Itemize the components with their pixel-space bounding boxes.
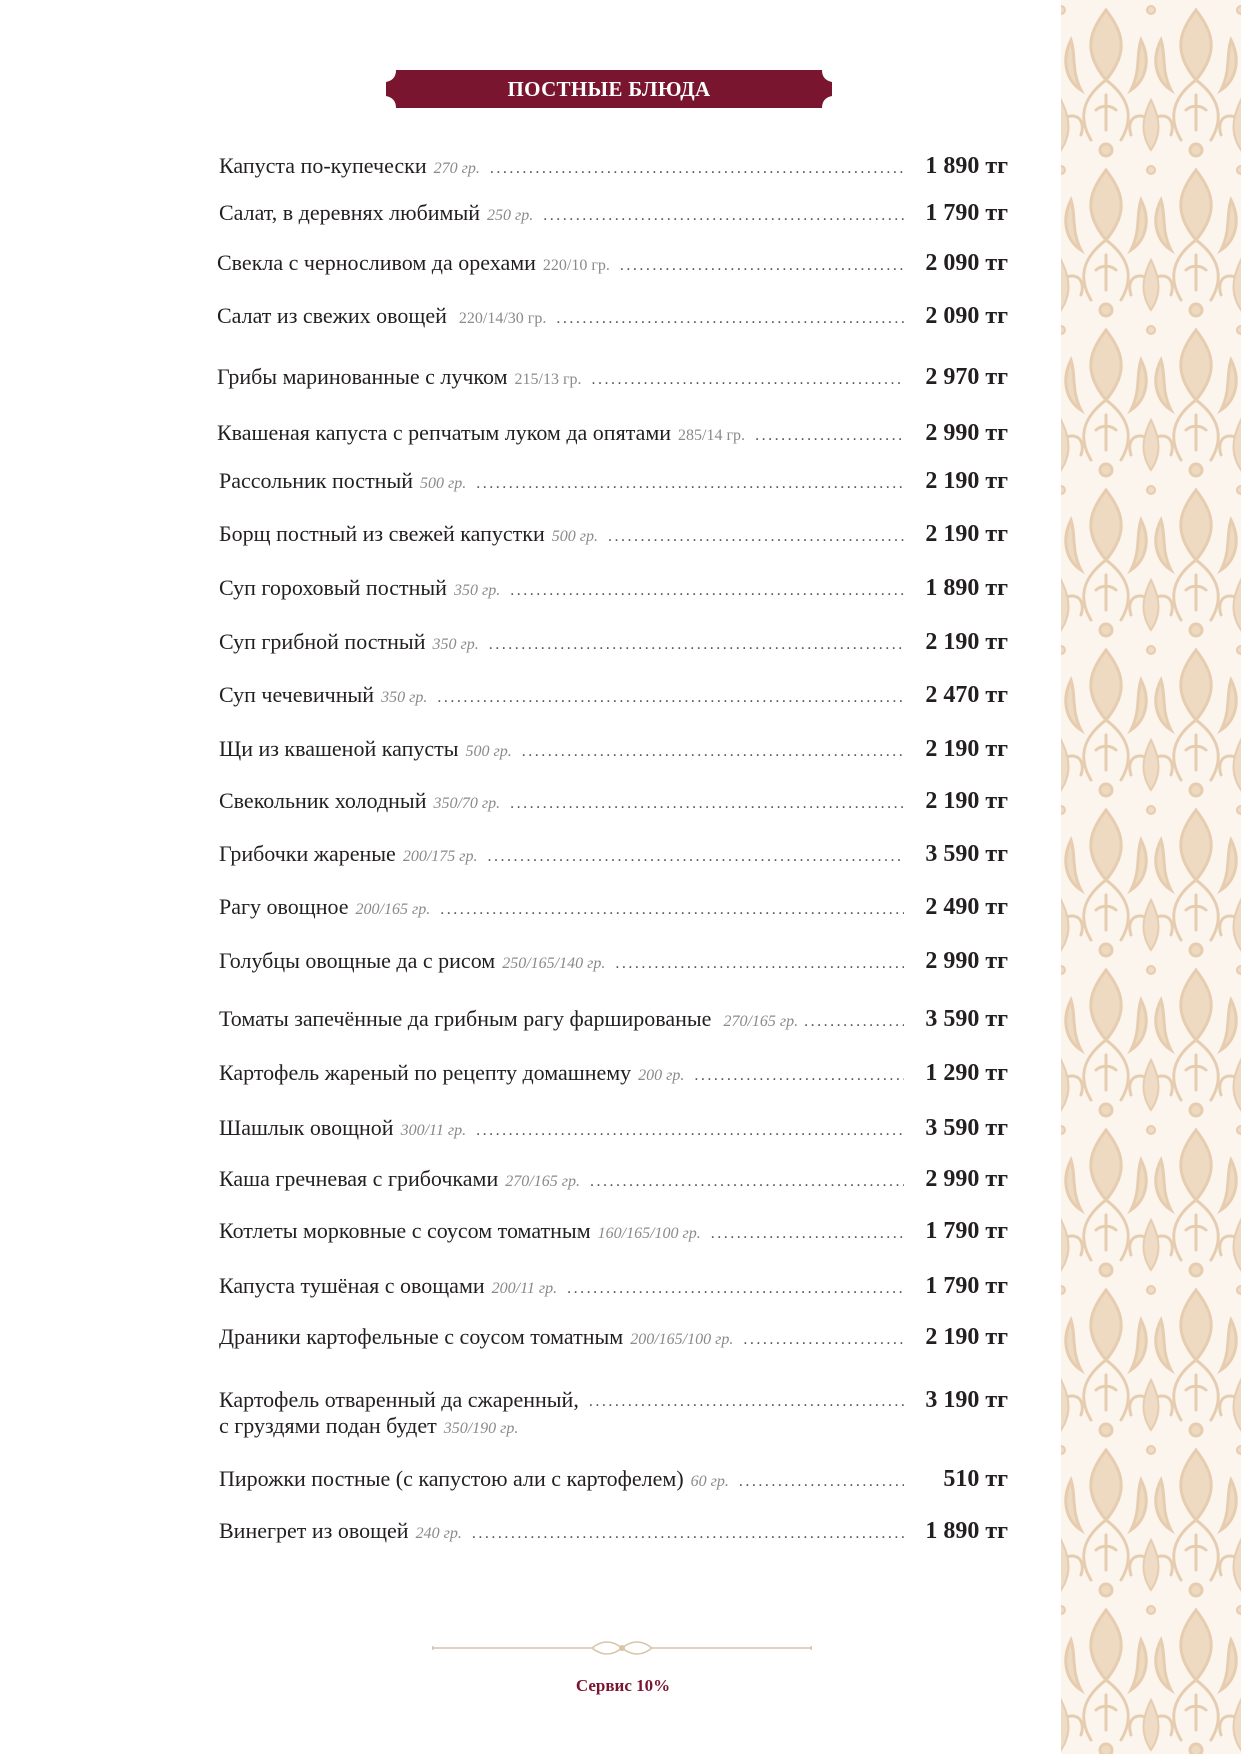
ornament-divider-icon xyxy=(432,1638,812,1658)
item-weight: 350 гр. xyxy=(453,582,501,599)
item-weight: 250/165/140 гр. xyxy=(502,955,606,972)
item-weight: 220/10 гр. xyxy=(542,257,610,274)
item-name: Рассольник постный xyxy=(219,468,414,493)
item-weight: 500 гр. xyxy=(551,528,598,545)
dot-leader xyxy=(590,1173,904,1191)
item-name: Шашлык овощной xyxy=(219,1115,394,1140)
menu-item xyxy=(219,200,1008,230)
menu-item-two-line xyxy=(219,1387,1008,1443)
item-name: Грибы маринованные с лучком xyxy=(217,364,508,389)
item-price: 2 990 тг xyxy=(925,420,1008,446)
item-weight: 200/175 гр. xyxy=(402,848,478,865)
item-name: Драники картофельные с соусом томатным xyxy=(219,1324,624,1349)
item-price: 1 790 тг xyxy=(925,1218,1008,1244)
dot-leader xyxy=(489,636,904,654)
item-price: 2 090 тг xyxy=(925,303,1008,329)
dot-leader xyxy=(615,955,904,973)
dot-leader xyxy=(490,160,904,178)
item-name: Винегрет из овощей xyxy=(219,1518,409,1543)
item-weight: 270/165 гр. xyxy=(505,1173,580,1190)
item-weight: 220/14/30 гр. xyxy=(458,310,547,327)
item-weight: 350/190 гр. xyxy=(443,1420,519,1437)
damask-pattern-icon xyxy=(1061,0,1241,1754)
dot-leader xyxy=(608,528,904,546)
item-name: Голубцы овощные да с рисом xyxy=(219,948,496,973)
menu-item xyxy=(217,250,1008,280)
item-weight: 350 гр. xyxy=(381,689,428,706)
menu-item xyxy=(219,153,1008,183)
dot-leader xyxy=(694,1067,904,1085)
dot-leader xyxy=(510,582,904,600)
item-price: 3 190 тг xyxy=(925,1387,1008,1413)
item-weight: 270/165 гр. xyxy=(723,1013,799,1030)
dot-leader xyxy=(589,1393,904,1411)
menu-item xyxy=(219,1006,1008,1036)
item-weight: 350/70 гр. xyxy=(433,795,501,812)
menu-item xyxy=(217,303,1008,333)
item-name-continued: с груздями подан будет xyxy=(219,1413,437,1438)
item-name: Суп гороховый постный xyxy=(219,575,447,600)
item-weight: 300/11 гр. xyxy=(400,1122,467,1139)
item-weight: 240 гр. xyxy=(415,1525,462,1542)
item-price: 2 190 тг xyxy=(925,629,1008,655)
dot-leader xyxy=(755,427,904,445)
menu-item xyxy=(219,1060,1008,1090)
menu-item xyxy=(219,575,1008,605)
menu-item xyxy=(219,1166,1008,1196)
item-weight: 215/13 гр. xyxy=(514,371,582,388)
item-name: Квашеная капуста с репчатым луком да опятами xyxy=(217,420,672,445)
menu-item xyxy=(219,841,1008,871)
item-weight: 250 гр. xyxy=(487,207,534,224)
item-price: 510 тг xyxy=(943,1466,1008,1492)
service-charge-note: Сервис 10% xyxy=(575,1676,671,1695)
item-price: 1 890 тг xyxy=(925,575,1008,601)
item-price: 2 190 тг xyxy=(925,788,1008,814)
item-name: Рагу овощное xyxy=(219,894,349,919)
dot-leader xyxy=(739,1473,904,1491)
item-weight: 200 гр. xyxy=(638,1067,685,1084)
item-price: 2 990 тг xyxy=(925,1166,1008,1192)
dot-leader xyxy=(476,1122,904,1140)
item-price: 2 470 тг xyxy=(925,682,1008,708)
item-name: Картофель отваренный да сжаренный, xyxy=(219,1387,579,1412)
item-name: Свекла с черносливом да орехами xyxy=(217,250,536,275)
menu-item xyxy=(219,629,1008,659)
dot-leader xyxy=(543,207,904,225)
item-name: Капуста тушёная с овощами xyxy=(219,1273,485,1298)
item-price: 1 790 тг xyxy=(925,200,1008,226)
item-weight: 500 гр. xyxy=(465,743,512,760)
item-price: 1 890 тг xyxy=(925,1518,1008,1544)
item-price: 2 190 тг xyxy=(925,736,1008,762)
item-price: 2 190 тг xyxy=(925,1324,1008,1350)
item-weight: 285/14 гр. xyxy=(678,427,746,444)
menu-item xyxy=(219,468,1008,498)
item-name: Картофель жареный по рецепту домашнему xyxy=(219,1060,632,1085)
menu-item xyxy=(217,364,1008,394)
item-price: 1 890 тг xyxy=(925,153,1008,179)
item-price: 2 090 тг xyxy=(925,250,1008,276)
item-name: Салат из свежих овощей xyxy=(217,303,447,328)
item-weight: 350 гр. xyxy=(432,636,479,653)
item-weight: 60 гр. xyxy=(690,1473,729,1490)
item-price: 2 990 тг xyxy=(925,948,1008,974)
dot-leader xyxy=(476,475,904,493)
dot-leader xyxy=(472,1525,904,1543)
menu-item xyxy=(219,736,1008,766)
menu-item xyxy=(219,1115,1008,1145)
item-name: Котлеты морковные с соусом томатным xyxy=(219,1218,591,1243)
menu-item xyxy=(219,948,1008,978)
dot-leader xyxy=(556,310,904,328)
item-name-block xyxy=(219,1387,579,1439)
dot-leader xyxy=(804,1013,904,1031)
item-name: Каша гречневая с грибочками xyxy=(219,1166,499,1191)
dot-leader xyxy=(567,1280,904,1298)
footer-ornament xyxy=(432,1638,812,1658)
dot-leader xyxy=(488,848,905,866)
dot-leader xyxy=(620,257,904,275)
menu-item xyxy=(219,1324,1008,1354)
menu-item xyxy=(219,521,1008,551)
item-name: Грибочки жареные xyxy=(219,841,396,866)
menu-item xyxy=(219,788,1008,818)
item-price: 3 590 тг xyxy=(925,1006,1008,1032)
dot-leader xyxy=(440,901,904,919)
item-name: Салат, в деревнях любимый xyxy=(219,200,481,225)
item-price: 1 290 тг xyxy=(925,1060,1008,1086)
item-weight: 200/165 гр. xyxy=(355,901,431,918)
item-weight: 160/165/100 гр. xyxy=(597,1225,701,1242)
item-name: Щи из квашеной капусты xyxy=(219,736,459,761)
item-price: 2 190 тг xyxy=(925,521,1008,547)
item-name: Суп чечевичный xyxy=(219,682,375,707)
item-price: 1 790 тг xyxy=(925,1273,1008,1299)
dot-leader xyxy=(522,743,904,761)
item-name: Томаты запечённые да грибным рагу фаршированые xyxy=(219,1006,712,1031)
item-name: Суп грибной постный xyxy=(219,629,426,654)
item-price: 3 590 тг xyxy=(925,841,1008,867)
item-price: 2 490 тг xyxy=(925,894,1008,920)
menu-item xyxy=(217,420,1008,450)
item-name-line2 xyxy=(219,1413,579,1439)
dot-leader xyxy=(743,1331,904,1349)
item-weight: 500 гр. xyxy=(420,475,467,492)
item-price: 2 190 тг xyxy=(925,468,1008,494)
item-price: 2 970 тг xyxy=(925,364,1008,390)
item-name: Борщ постный из свежей капустки xyxy=(219,521,545,546)
menu-item xyxy=(219,1518,1008,1548)
section-title: ПОСТНЫЕ БЛЮДА xyxy=(507,77,711,101)
dot-leader xyxy=(510,795,904,813)
item-name: Пирожки постные (с капустою али с картофелем) xyxy=(219,1466,684,1491)
item-weight: 200/165/100 гр. xyxy=(630,1331,734,1348)
menu-item xyxy=(219,1218,1008,1248)
dot-leader xyxy=(711,1225,904,1243)
item-name: Капуста по-купечески xyxy=(219,153,427,178)
item-weight: 270 гр. xyxy=(433,160,480,177)
item-weight: 200/11 гр. xyxy=(491,1280,558,1297)
dot-leader xyxy=(437,689,904,707)
item-name: Свекольник холодный xyxy=(219,788,427,813)
menu-item xyxy=(219,1466,1008,1496)
menu-item xyxy=(219,1273,1008,1303)
menu-item xyxy=(219,682,1008,712)
item-price: 3 590 тг xyxy=(925,1115,1008,1141)
dot-leader xyxy=(592,371,904,389)
menu-item xyxy=(219,894,1008,924)
damask-pattern-strip xyxy=(1061,0,1241,1754)
